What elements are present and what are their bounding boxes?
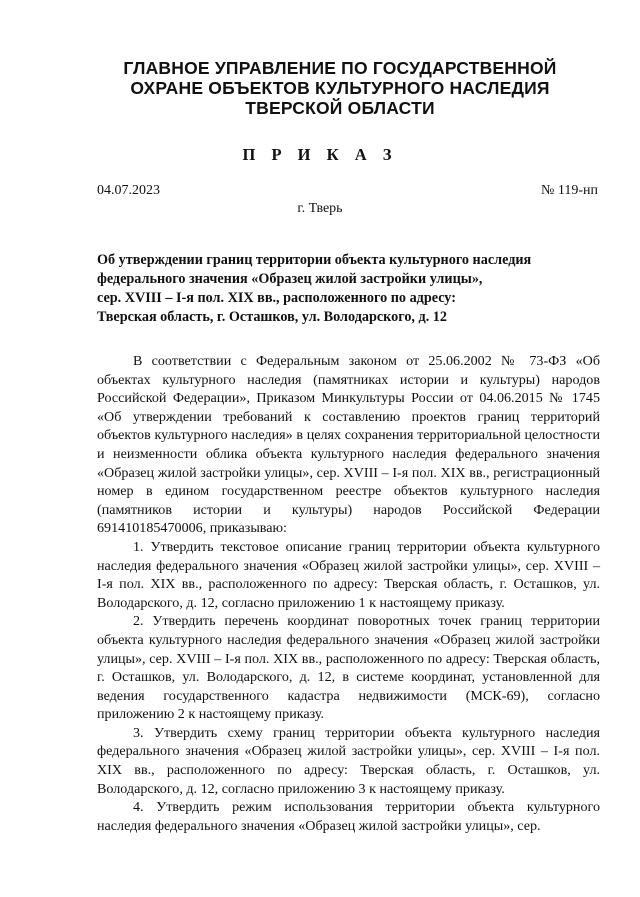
clause-paragraph: 1. Утвердить текстовое описание границ территории объекта культурного наследия федерального значения «Образец жилой застройки улицы», сер. XVIII – I-я пол. XIX вв., расположенного по адресу: Тверская область, г. Осташков, ул. Володарского, д. 12, согласно приложению 1 к настоящему приказу. [97, 538, 600, 611]
order-city: г. Тверь [297, 201, 343, 216]
issuing-authority [80, 58, 600, 118]
order-title: П Р И К А З [242, 145, 398, 164]
clause-paragraph: 2. Утвердить перечень координат поворотных точек границ территории объекта культурного наследия федерального значения «Образец жилой застройки улицы», сер. XVIII – I-я пол. XIX вв., расположенного по адресу: Тверская область, г. Осташков, ул. Володарского, д. 12, в системе координат, установленной для ведения государственного кадастра недвижимости (МСК-69), согласно приложению 2 к настоящему приказу. [97, 613, 600, 723]
clause-paragraph: 3. Утвердить схему границ территории объекта культурного наследия федерального значения «Образец жилой застройки улицы», сер. XVIII – I-я пол. XIX вв., расположенного по адресу: Тверская область, г. Осташков, ул. Володарского, д. 12, согласно приложению 3 к настоящему приказу. [97, 724, 600, 797]
subject-line: Об утверждении границ территории объекта культурного наследия [97, 252, 532, 268]
subject-line: федерального значения «Образец жилой застройки улицы», [97, 271, 483, 287]
authority-line: ГЛАВНОЕ УПРАВЛЕНИЕ ПО ГОСУДАРСТВЕННОЙ [123, 58, 557, 78]
preamble-paragraph: В соответствии с Федеральным законом от 25.06.2002 № 73-ФЗ «Об объектах культурного наследия (памятниках истории и культуры) народов Российской Федерации», Приказом Минкультуры России от 04.06.2015 № 1745 «Об утверждении требований к составлению проектов границ территорий объектов культурного наследия» в целях сохранения территориальной целостности и неизменности облика объекта культурного наследия федерального значения «Образец жилой застройки улицы», сер. XVIII – I-я пол. XIX вв., регистрационный номер в едином государственном реестре объектов культурного наследия (памятников истории и культуры) народов Российской Федерации 691410185470006, приказываю: [97, 353, 600, 537]
order-body [97, 352, 600, 835]
order-number: № 119-нп [541, 183, 598, 198]
subject-line: сер. XVIII – I-я пол. XIX вв., расположенного по адресу: [97, 290, 456, 306]
order-date: 04.07.2023 [97, 183, 160, 198]
authority-line: ОХРАНЕ ОБЪЕКТОВ КУЛЬТУРНОГО НАСЛЕДИЯ [130, 78, 550, 98]
subject-line: Тверская область, г. Осташков, ул. Володарского, д. 12 [97, 309, 447, 325]
clause-paragraph: 4. Утвердить режим использования территории объекта культурного наследия федерального значения «Образец жилой застройки улицы», сер. [97, 799, 600, 834]
authority-line: ТВЕРСКОЙ ОБЛАСТИ [245, 98, 435, 118]
order-subject [97, 251, 607, 327]
